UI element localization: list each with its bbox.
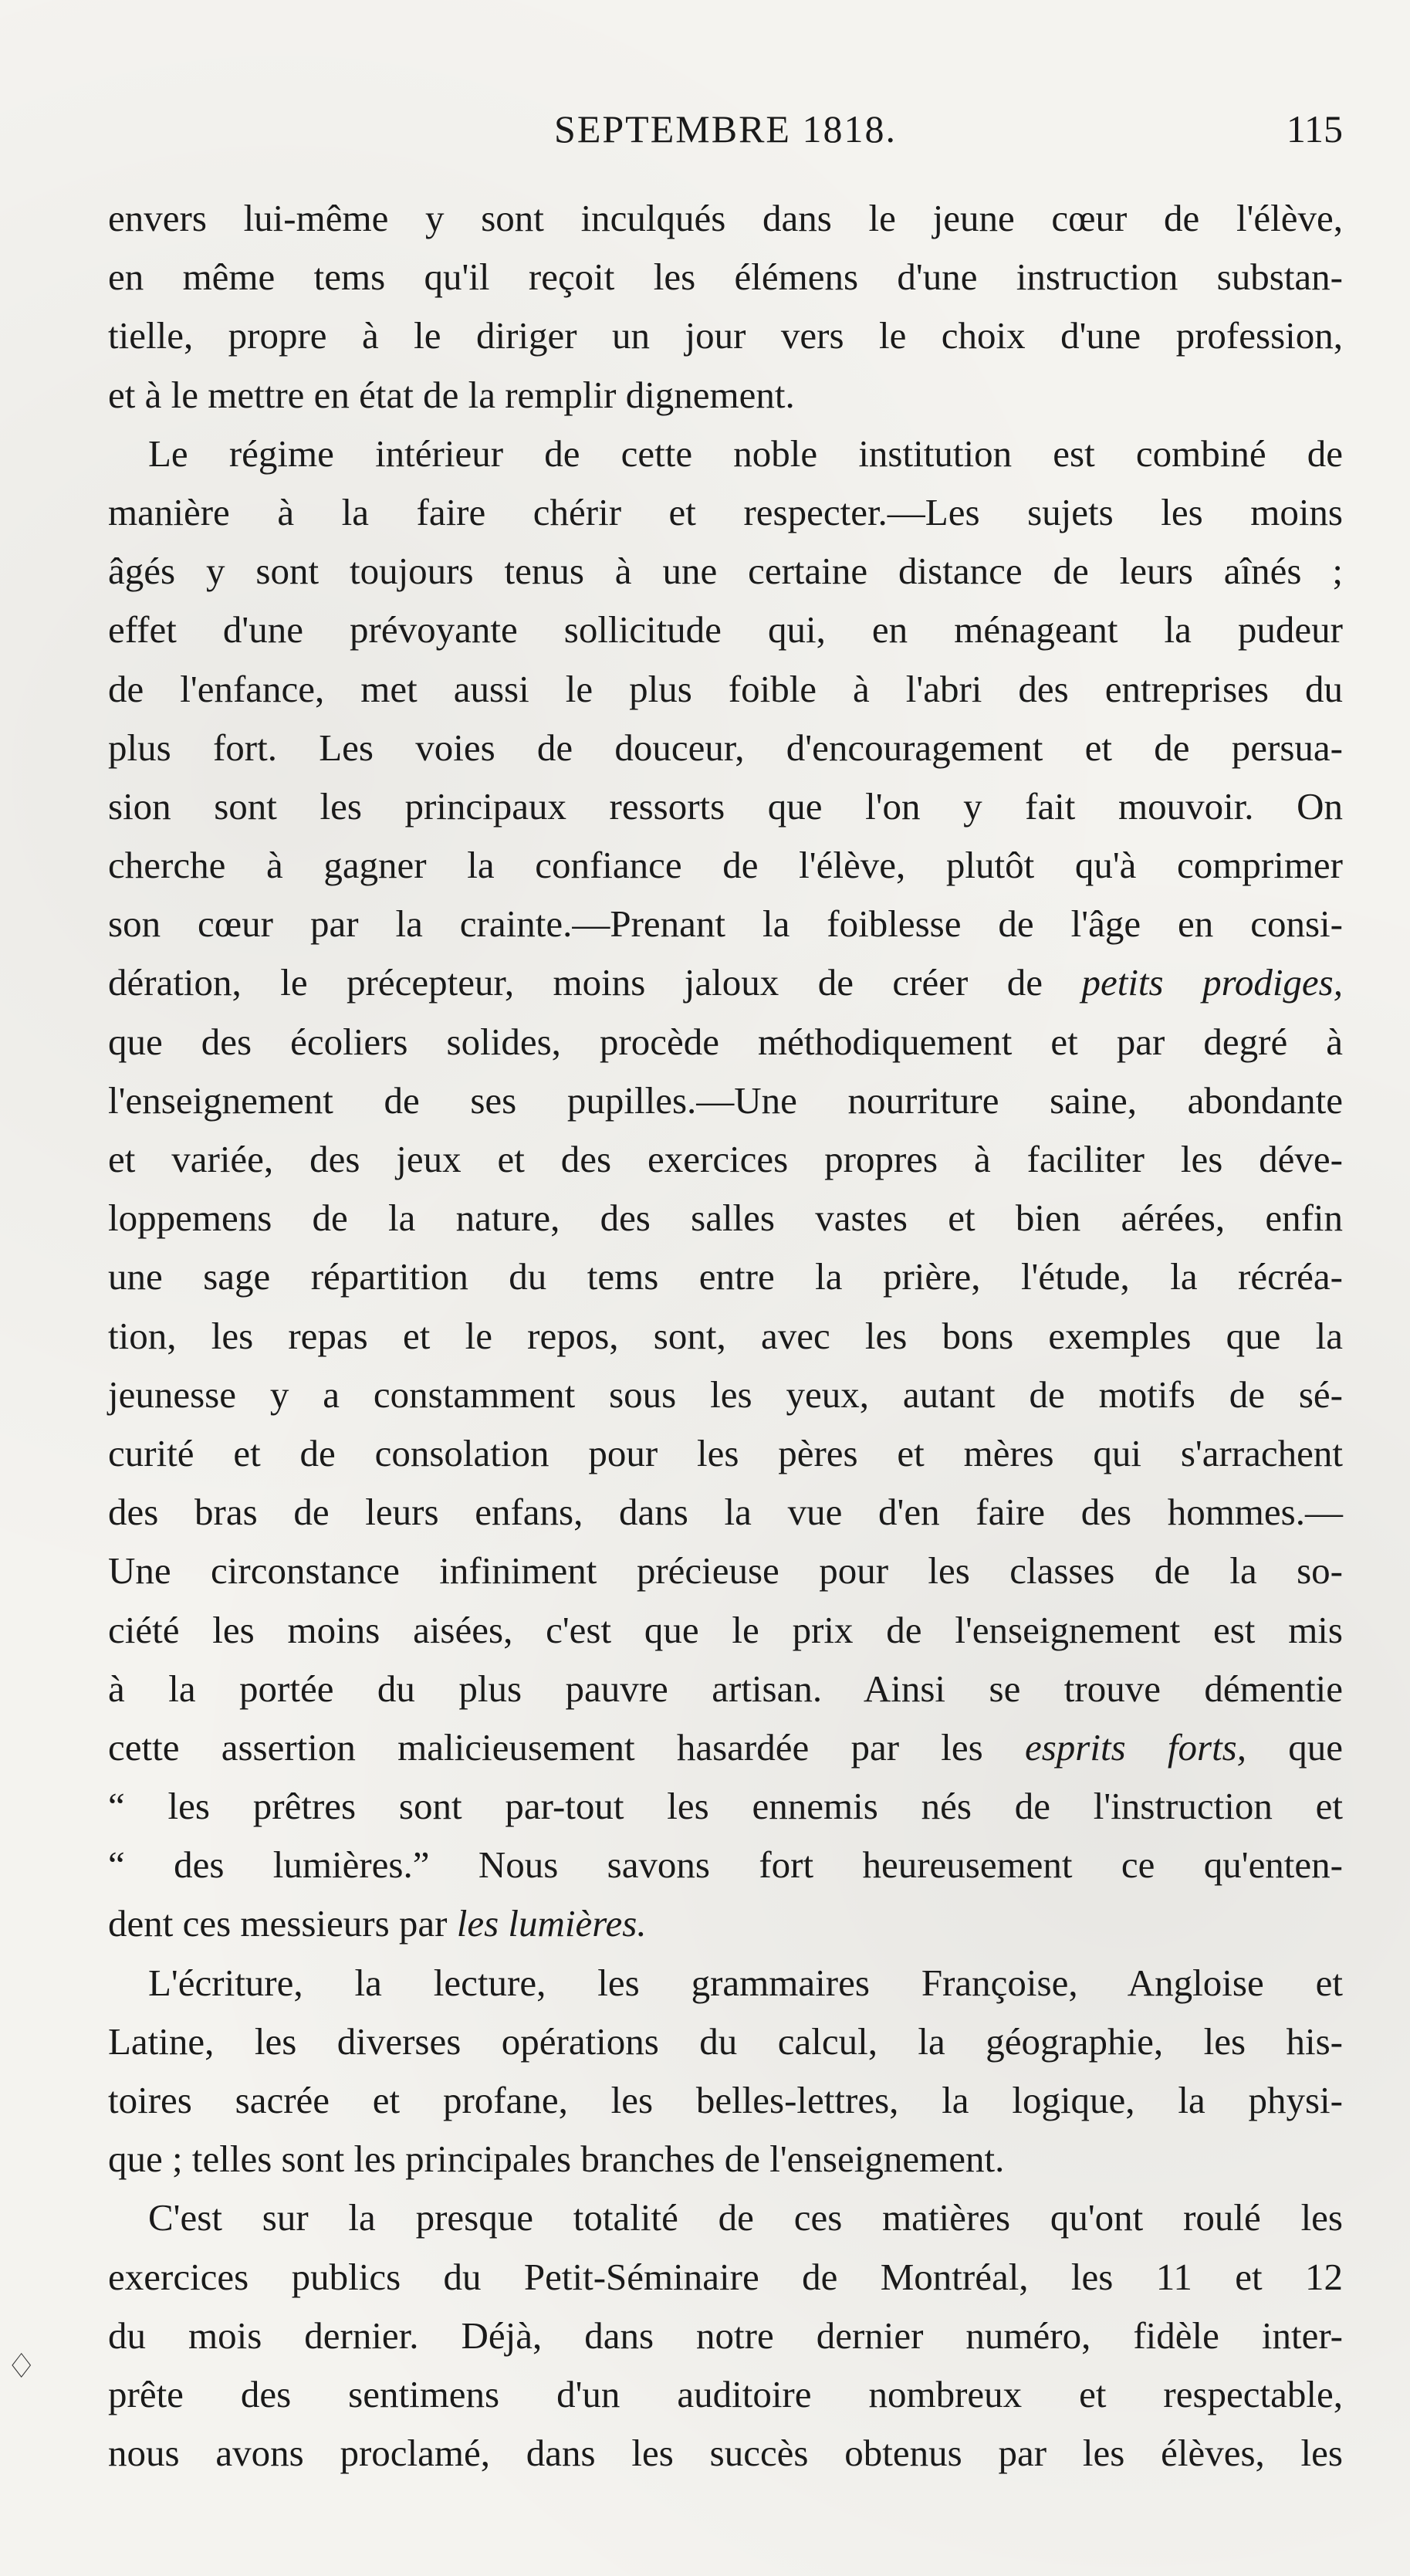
text-line: ciété les moins aisées, c'est que le prix de l'enseignement est mis [108,1608,1343,1651]
text-line: son cœur par la crainte.—Prenant la foiblesse de l'âge en consi- [108,902,1343,946]
text-line: tielle, propre à le diriger un jour vers le choix d'une profession, [108,314,1343,357]
italic-text: petits prodiges, [1081,961,1343,1004]
text-line: loppemens de la nature, des salles vastes et bien aérées, enfin [108,1197,1343,1240]
text-line: dent ces messieurs par les lumières. [108,1902,647,1945]
text-line: effet d'une prévoyante sollicitude qui, en ménageant la pudeur [108,608,1343,652]
text-line: cherche à gagner la confiance de l'élève, plutôt qu'à comprimer [108,844,1343,887]
text-line: envers lui-même y sont inculqués dans le jeune cœur de l'élève, [108,197,1343,239]
text-line: plus fort. Les voies de douceur, d'encouragement et de persua- [108,726,1343,769]
page-header [108,107,1343,168]
text-line: l'enseignement de ses pupilles.—Une nourriture saine, abondante [108,1078,1343,1122]
body-text [108,189,1343,2483]
text-line: Le régime intérieur de cette noble institution est combiné de [148,432,1343,475]
text-line: C'est sur la presque totalité de ces matières qu'ont roulé les [148,2196,1343,2239]
text-line: tion, les repas et le repos, sont, avec les bons exemples que la [108,1314,1343,1357]
margin-mark-icon: ♢ [6,2348,37,2385]
text-line: en même tems qu'il reçoit les élémens d'une instruction substan- [108,256,1343,299]
text-line: Latine, les diverses opérations du calcul, la géographie, les his- [108,2019,1343,2063]
text-line: et variée, des jeux et des exercices propres à faciliter les déve- [108,1138,1343,1180]
text-line: à la portée du plus pauvre artisan. Ainsi se trouve démentie [108,1667,1343,1710]
italic-text: esprits forts, [1024,1725,1247,1769]
text-line: L'écriture, la lecture, les grammaires Françoise, Angloise et [148,1961,1343,2004]
text-line: manière à la faire chérir et respecter.—Les sujets les moins [108,490,1343,533]
text-line: jeunesse y a constamment sous les yeux, autant de motifs de sé- [108,1373,1343,1416]
text-line: et à le mettre en état de la remplir dignement. [108,373,795,416]
text-line: une sage répartition du tems entre la prière, l'étude, la récréa- [108,1255,1343,1298]
page-number: 115 [1286,107,1343,151]
text-line: cette assertion malicieusement hasardée par les esprits forts, que [108,1725,1344,1769]
text-line: exercices publics du Petit-Séminaire de Montréal, les 11 et 12 [108,2255,1343,2298]
text-line: nous avons proclamé, dans les succès obtenus par les élèves, les [108,2432,1343,2475]
text-line: dération, le précepteur, moins jaloux de créer de petits prodiges, [108,961,1343,1004]
text-line: “ des lumières.” Nous savons fort heureusement ce qu'enten- [108,1843,1343,1887]
text-line: âgés y sont toujours tenus à une certaine distance de leurs aînés ; [108,550,1343,593]
text-line: curité et de consolation pour les pères et mères qui s'arrachent [108,1431,1343,1474]
text-line: Une circonstance infiniment précieuse pour les classes de la so- [108,1549,1343,1593]
text-line: prête des sentimens d'un auditoire nombreux et respectable, [108,2372,1343,2415]
text-line: “ les prêtres sont par-tout les ennemis nés de l'instruction et [108,1785,1343,1828]
text-line: des bras de leurs enfans, dans la vue d'en faire des hommes.— [108,1491,1343,1534]
text-line: de l'enfance, met aussi le plus foible à l'abri des entreprises du [108,667,1343,710]
text-line: toires sacrée et profane, les belles-lettres, la logique, la physi- [108,2079,1343,2121]
text-line: sion sont les principaux ressorts que l'on y fait mouvoir. On [108,784,1343,828]
italic-text: les lumières. [456,1902,647,1945]
text-line: que ; telles sont les principales branches de l'enseignement. [108,2138,1005,2181]
running-head: SEPTEMBRE 1818. [554,107,897,151]
text-line: que des écoliers solides, procède méthodiquement et par degré à [108,1020,1343,1063]
text-line: du mois dernier. Déjà, dans notre dernier numéro, fidèle inter- [108,2314,1343,2357]
